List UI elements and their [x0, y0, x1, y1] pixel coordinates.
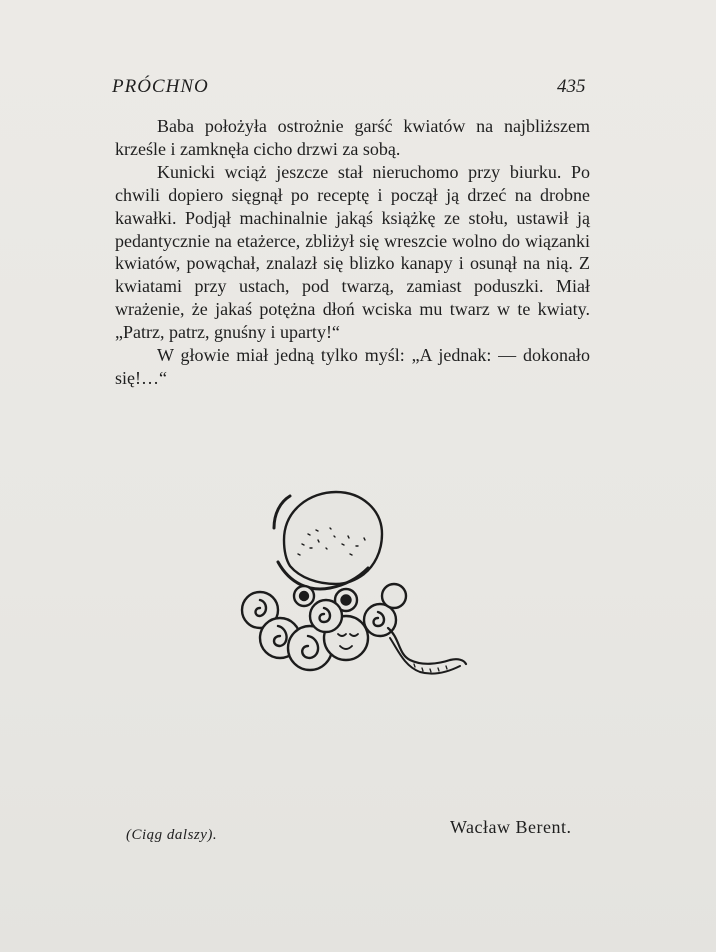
octopus-vignette-icon [238, 488, 470, 693]
running-head-title: PRÓCHNO [112, 76, 209, 97]
paragraph: Kunicki wciąż jeszcze stał nieruchomo przy biurku. Po chwili dopiero sięgnął po receptę i począł ją drzeć na drobne kawałki. Podjął machinalnie jakąś książkę ze stołu, ustawił ją pedantycznie na etażerce, zbliżył się wreszcie wolno do wiązanki kwiatów, powąchał, znalazł się blizko kanapy i osunął na nią. Z kwiatami przy ustach, pod twarzą, zamiast poduszki. Miał wrażenie, że jakaś potężna dłoń wciska mu twarz w te kwiaty. „Patrz, patrz, gnuśny i uparty!“ [115, 161, 590, 343]
page-number: 435 [557, 76, 586, 97]
continued-note: (Ciąg dalszy). [126, 827, 218, 843]
paragraph: W głowie miał jedną tylko myśl: „A jednak: — dokonało się!…“ [115, 345, 590, 388]
author-signature: Wacław Berent. [450, 817, 572, 837]
paragraph: Baba położyła ostrożnie garść kwiatów na najbliższem krześle i zamknęła cicho drzwi za sobą. [115, 116, 590, 159]
body-text [115, 115, 590, 390]
